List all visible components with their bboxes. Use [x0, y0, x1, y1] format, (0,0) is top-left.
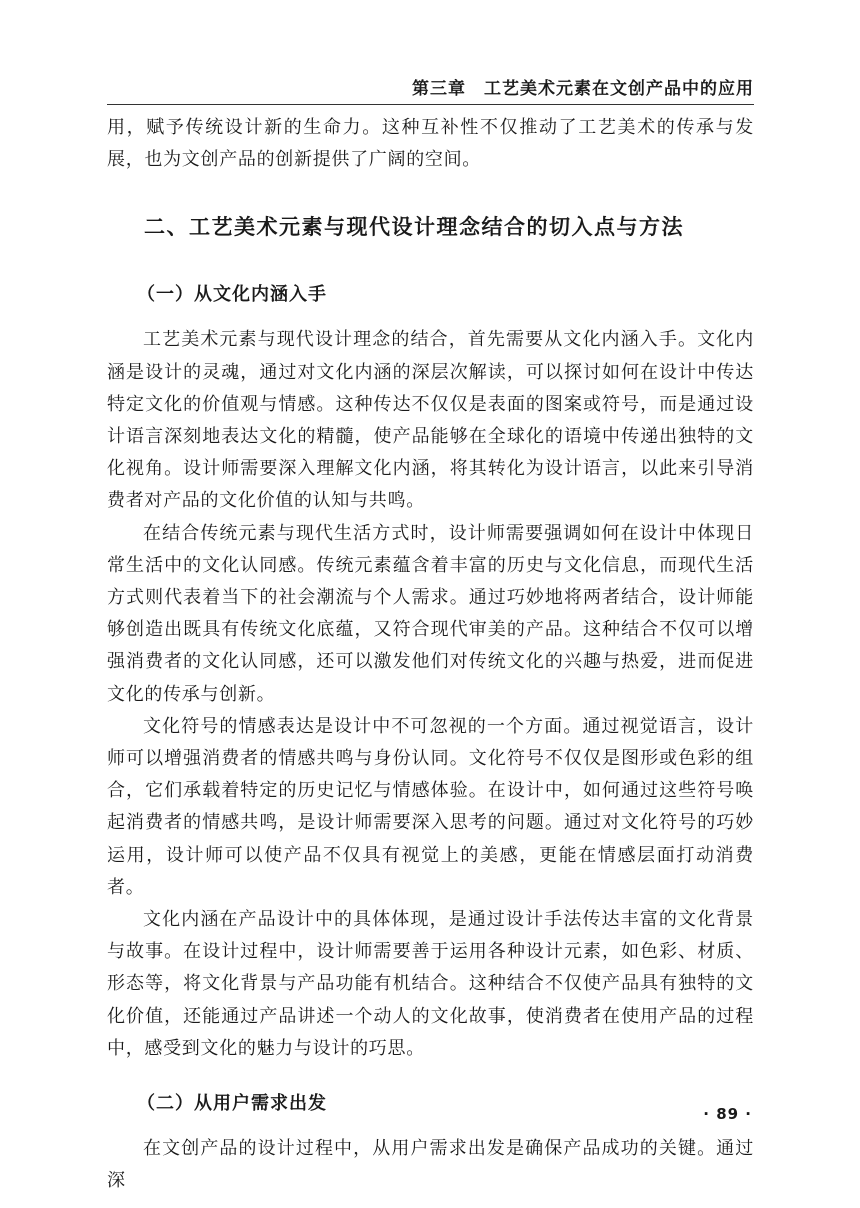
- subsection-heading-1: （一）从文化内涵入手: [137, 284, 327, 306]
- body-paragraph: 工艺美术元素与现代设计理念的结合，首先需要从文化内涵入手。文化内涵是设计的灵魂，通过对文化内涵的深层次解读，可以探讨如何在设计中传达特定文化的价值观与情感。这种传达不仅仅是表面的图案或符号，而是通过设计语言深刻地表达文化的精髓，使产品能够在全球化的语境中传递出独特的文化视角。设计师需要深入理解文化内涵，将其转化为设计语言，以此来引导消费者对产品的文化价值的认知与共鸣。: [107, 329, 754, 512]
- page-body: [107, 112, 754, 1197]
- section-heading: 二、工艺美术元素与现代设计理念结合的切入点与方法: [144, 215, 684, 240]
- body-paragraph: 在结合传统元素与现代生活方式时，设计师需要强调如何在设计中体现日常生活中的文化认同感。传统元素蕴含着丰富的历史与文化信息，而现代生活方式则代表着当下的社会潮流与个人需求。通过巧妙地将两者结合，设计师能够创造出既具有传统文化底蕴，又符合现代审美的产品。这种结合不仅可以增强消费者的文化认同感，还可以激发他们对传统文化的兴趣与热爱，进而促进文化的传承与创新。: [107, 522, 754, 705]
- header-rule: [107, 104, 754, 105]
- body-paragraph: 文化符号的情感表达是设计中不可忽视的一个方面。通过视觉语言，设计师可以增强消费者的情感共鸣与身份认同。文化符号不仅仅是图形或色彩的组合，它们承载着特定的历史记忆与情感体验。在设计中，如何通过这些符号唤起消费者的情感共鸣，是设计师需要深入思考的问题。通过对文化符号的巧妙运用，设计师可以使产品不仅具有视觉上的美感，更能在情感层面打动消费者。: [107, 715, 754, 898]
- running-header: 第三章 工艺美术元素在文创产品中的应用: [412, 79, 754, 99]
- intro-paragraph: 用，赋予传统设计新的生命力。这种互补性不仅推动了工艺美术的传承与发展，也为文创产品的创新提供了广阔的空间。: [107, 117, 754, 171]
- body-paragraph: 在文创产品的设计过程中，从用户需求出发是确保产品成功的关键。通过深: [107, 1138, 754, 1192]
- subsection-heading-2: （二）从用户需求出发: [137, 1093, 327, 1115]
- body-paragraph: 文化内涵在产品设计中的具体体现，是通过设计手法传达丰富的文化背景与故事。在设计过程中，设计师需要善于运用各种设计元素，如色彩、材质、形态等，将文化背景与产品功能有机结合。这种结合不仅使产品具有独特的文化价值，还能通过产品讲述一个动人的文化故事，使消费者在使用产品的过程中，感受到文化的魅力与设计的巧思。: [107, 909, 754, 1059]
- page-number: · 89 ·: [703, 1105, 752, 1123]
